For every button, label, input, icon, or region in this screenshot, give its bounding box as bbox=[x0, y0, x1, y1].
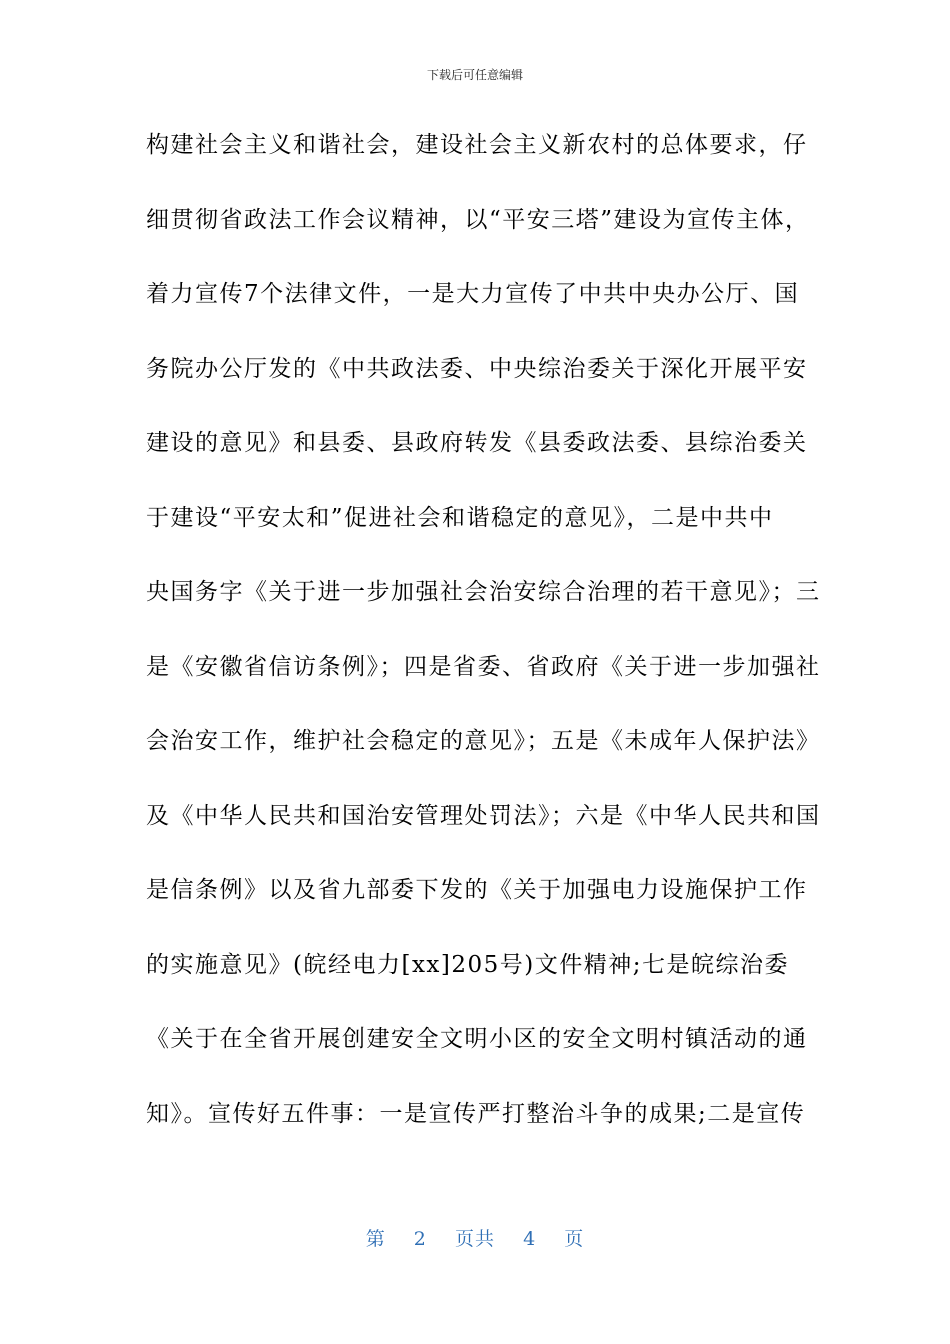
footer-suffix: 页 bbox=[564, 1228, 585, 1250]
text-line: 知》。宣传好五件事：一是宣传严打整治斗争的成果;二是宣传 bbox=[146, 1100, 806, 1127]
footer-page-number: 2 bbox=[413, 1228, 427, 1250]
page-header bbox=[0, 67, 950, 83]
text-line: 构建社会主义和谐社会，建设社会主义新农村的总体要求，仔 bbox=[146, 132, 808, 158]
text-line: 是信条例》以及省九部委下发的《关于加强电力设施保护工作 bbox=[146, 877, 808, 903]
text-line: 细贯彻省政法工作会议精神，以“平安三塔”建设为宣传主体， bbox=[146, 206, 810, 233]
body-text bbox=[146, 120, 821, 1163]
text-line: 会治安工作，维护社会稳定的意见》；五是《未成年人保护法》 bbox=[146, 728, 821, 754]
text-line: 的实施意见》(皖经电力[xx]205号)文件精神;七是皖综治委 bbox=[146, 951, 789, 978]
text-line: 央国务字《关于进一步加强社会治安综合治理的若干意见》；三 bbox=[146, 579, 821, 605]
header-note: 下载后可任意编辑 bbox=[426, 68, 523, 82]
text-line: 着力宣传7个法律文件，一是大力宣传了中共中央办公厅、国 bbox=[146, 281, 800, 307]
text-line: 于建设“平安太和”促进社会和谐稳定的意见》，二是中共中 bbox=[146, 504, 774, 531]
text-line: 《关于在全省开展创建安全文明小区的安全文明村镇活动的通 bbox=[146, 1026, 808, 1052]
text-line: 务院办公厅发的《中共政法委、中央综治委关于深化开展平安 bbox=[146, 355, 808, 382]
page-footer bbox=[0, 1226, 950, 1252]
footer-prefix: 第 bbox=[365, 1228, 386, 1250]
footer-middle: 页共 bbox=[454, 1228, 495, 1250]
text-line: 及《中华人民共和国治安管理处罚法》；六是《中华人民共和国 bbox=[146, 802, 821, 829]
text-line: 是《安徽省信访条例》；四是省委、省政府《关于进一步加强社 bbox=[146, 653, 821, 680]
footer-total-pages: 4 bbox=[523, 1228, 537, 1250]
text-line: 建设的意见》和县委、县政府转发《县委政法委、县综治委关 bbox=[146, 430, 808, 456]
